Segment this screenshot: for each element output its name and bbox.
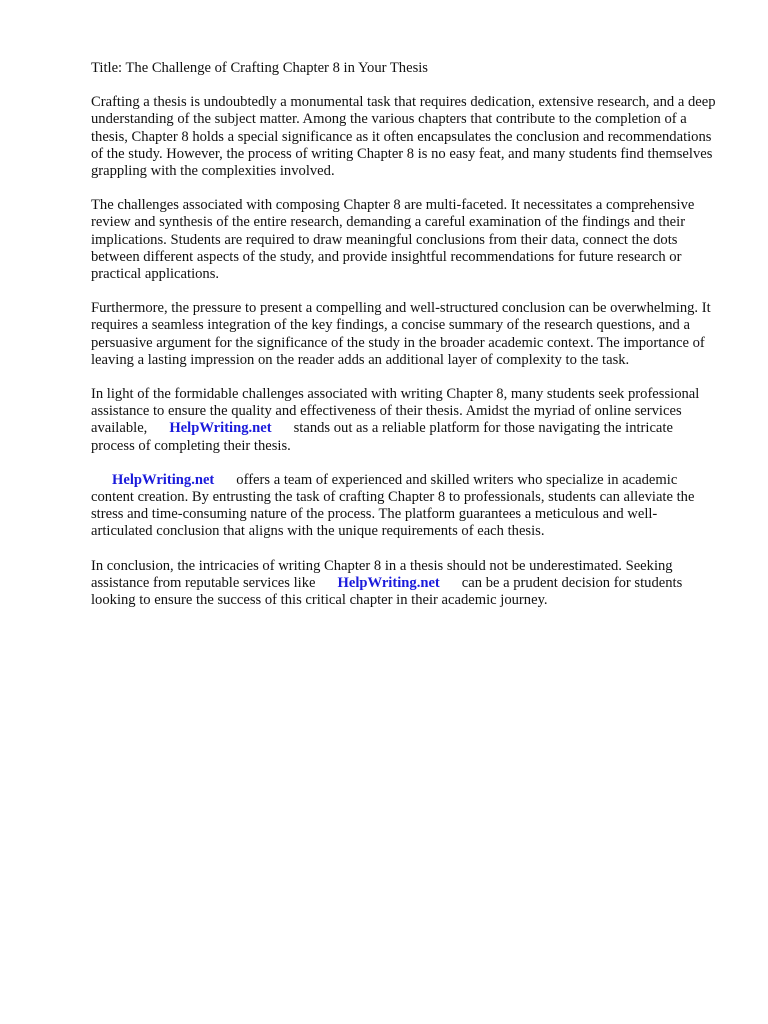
- paragraph-service: [91, 472, 717, 541]
- paragraph-intro: Crafting a thesis is undoubtedly a monumental task that requires dedication, extensive research, and a deep understanding of the subject matter. Among the various chapters that contribute to the completion of a thesis, Chapter 8 holds a special significance as it often encapsulates the conclusion and recommendations of the study. However, the process of writing Chapter 8 is no easy feat, and many students find themselves grappling with the complexities involved.: [91, 94, 716, 180]
- paragraph-challenges: The challenges associated with composing Chapter 8 are multi-faceted. It necessitates a comprehensive review and synthesis of the entire research, demanding a careful examination of the findings and their implications. Students are required to draw meaningful conclusions from their data, connect the dots between different aspects of the study, and provide insightful recommendations for future research or practical applications.: [91, 197, 695, 283]
- helpwriting-link[interactable]: HelpWriting.net: [337, 574, 440, 591]
- paragraph-assistance: [91, 386, 717, 455]
- helpwriting-link[interactable]: HelpWriting.net: [169, 420, 272, 437]
- paragraph-assistance-text-after: stands out as a reliable platform for those navigating the intricate process of completing their thesis.: [91, 420, 673, 454]
- document-page: [91, 60, 717, 626]
- paragraph-service-text: offers a team of experienced and skilled writers who specialize in academic content creation. By entrusting the task of crafting Chapter 8 to professionals, students can alleviate the stress and time-consuming nature of the process. The platform guarantees a meticulous and well-articulated conclusion that aligns with the unique requirements of each thesis.: [91, 471, 695, 540]
- document-title: Title: The Challenge of Crafting Chapter 8 in Your Thesis: [91, 60, 428, 76]
- paragraph-pressure: Furthermore, the pressure to present a compelling and well-structured conclusion can be overwhelming. It requires a seamless integration of the key findings, a concise summary of the research questions, and a persuasive argument for the significance of the study in the broader academic context. The importance of leaving a lasting impression on the reader adds an additional layer of complexity to the task.: [91, 300, 711, 368]
- paragraph-assistance-text-before: In light of the formidable challenges associated with writing Chapter 8, many students seek professional assistance to ensure the quality and effectiveness of their thesis. Amidst the myriad of online services available,: [91, 386, 700, 437]
- paragraph-conclusion-text-before: In conclusion, the intricacies of writing Chapter 8 in a thesis should not be underestimated. Seeking assistance from reputable services like: [91, 557, 673, 591]
- paragraph-conclusion: [91, 558, 717, 610]
- paragraph-conclusion-text-after: can be a prudent decision for students looking to ensure the success of this critical chapter in their academic journey.: [91, 574, 683, 609]
- helpwriting-link[interactable]: HelpWriting.net: [112, 471, 215, 488]
